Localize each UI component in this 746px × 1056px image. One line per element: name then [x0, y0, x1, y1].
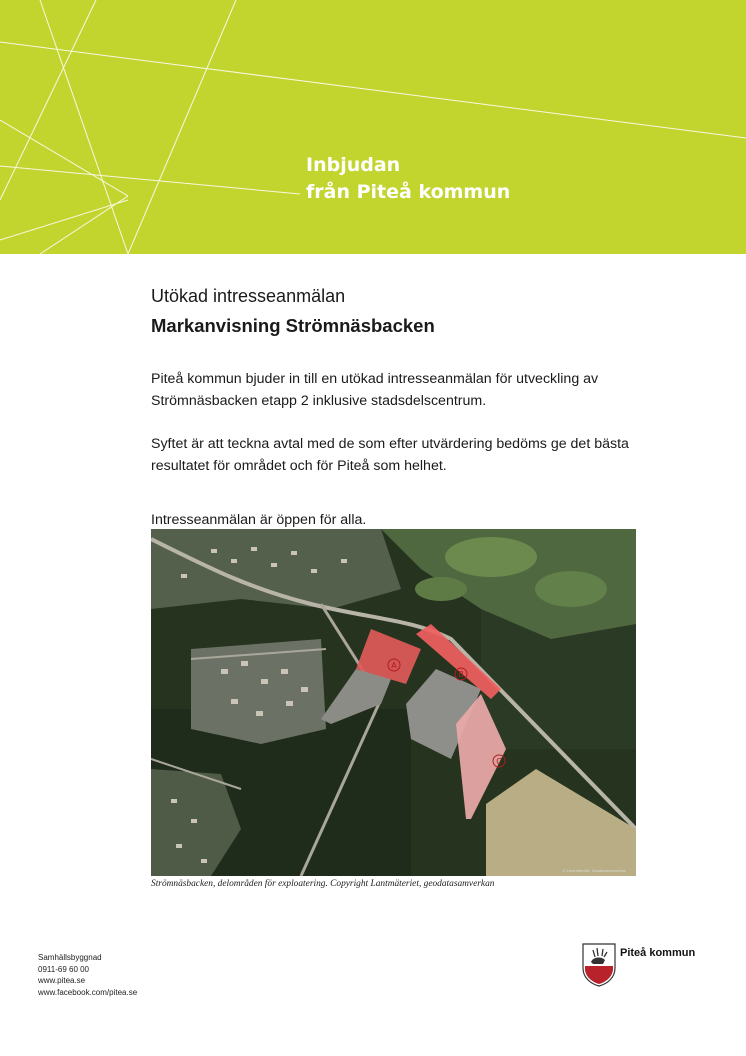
contact-department: Samhällsbyggnad [38, 953, 102, 962]
pitea-kommun-logo [581, 942, 731, 988]
banner-title-line-2: från Piteå kommun [306, 181, 511, 203]
logo-name: Piteå kommun [620, 947, 696, 959]
contact-website-link[interactable]: www.pitea.se [38, 976, 86, 985]
page-title: Markanvisning Strömnäsbacken [151, 315, 435, 336]
page-subtitle: Utökad intresseanmälan [151, 286, 346, 306]
map-caption: Strömnäsbacken, delområden för exploatering. Copyright Lantmäteriet, geodatasamverkan [151, 879, 495, 889]
banner-title-line-1: Inbjudan [306, 154, 401, 176]
map-credit: © Lantmäteriet, Geodatasamverkan [562, 869, 626, 873]
map-area-label-b: B [458, 670, 464, 679]
aerial-map [151, 529, 636, 876]
map-area-label-c: C [496, 757, 502, 766]
contact-block [38, 952, 137, 998]
contact-facebook-link[interactable]: www.facebook.com/pitea.se [38, 987, 138, 997]
map-area-label-a: A [391, 661, 397, 670]
pitea-coat-of-arms-icon [581, 942, 617, 988]
aerial-map-image [151, 529, 636, 876]
banner-decorative-lines [0, 0, 746, 254]
header-banner [0, 0, 746, 254]
open-paragraph: Intresseanmälan är öppen för alla. [151, 512, 367, 528]
banner-title [306, 152, 510, 206]
main-content [151, 284, 691, 528]
contact-phone: 0911-69 60 00 [38, 964, 90, 974]
purpose-paragraph: Syftet är att teckna avtal med de som efter utvärdering bedöms ge det bästa resultatet för området och för Piteå som helhet. [151, 436, 629, 474]
intro-paragraph: Piteå kommun bjuder in till en utökad intresseanmälan för utveckling av Strömnäsbacken etapp 2 inklusive stadsdelscentrum. [151, 371, 599, 409]
